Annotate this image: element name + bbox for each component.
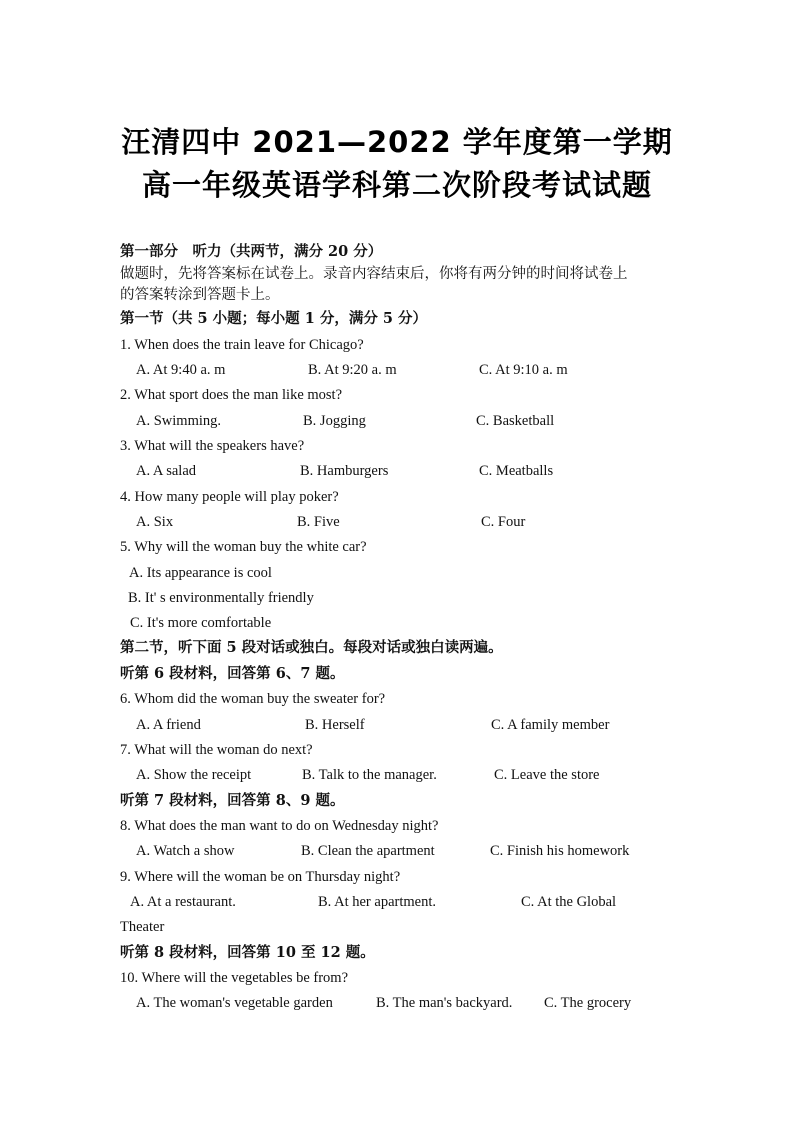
section1-heading: 第一节（共 5 小题；每小题 1 分，满分 5 分）: [120, 310, 428, 327]
q10-option-a: A. The woman's vegetable garden: [136, 995, 333, 1011]
q9-option-a: A. At a restaurant.: [130, 894, 236, 910]
exam-title-line2: 高一年级英语学科第二次阶段考试试题: [141, 168, 652, 202]
q10-option-b: B. The man's backyard.: [376, 995, 513, 1011]
material-8-heading: 听第 8 段材料，回答第 10 至 12 题。: [120, 944, 375, 961]
material-6-heading: 听第 6 段材料，回答第 6、7 题。: [120, 665, 345, 682]
question-9: 9. Where will the woman be on Thursday night?: [120, 869, 401, 885]
q5-option-c: C. It's more comfortable: [130, 615, 272, 631]
section2-heading: 第二节，听下面 5 段对话或独白。每段对话或独白读两遍。: [120, 639, 503, 656]
question-5: 5. Why will the woman buy the white car?: [120, 539, 367, 555]
material-7-heading: 听第 7 段材料，回答第 8、9 题。: [120, 792, 345, 809]
q3-option-b: B. Hamburgers: [300, 463, 389, 479]
q4-option-b: B. Five: [297, 514, 340, 530]
question-7: 7. What will the woman do next?: [120, 742, 313, 758]
q9-option-c: C. At the Global: [521, 894, 617, 910]
q5-option-a: A. Its appearance is cool: [129, 565, 272, 581]
q7-option-b: B. Talk to the manager.: [302, 767, 437, 783]
q8-option-a: A. Watch a show: [136, 843, 235, 859]
part1-heading: 第一部分 听力（共两节，满分 20 分）: [120, 243, 383, 260]
question-6: 6. Whom did the woman buy the sweater for?: [120, 691, 386, 707]
question-1: 1. When does the train leave for Chicago?: [120, 337, 364, 353]
instructions-line1: 做题时，先将答案标在试卷上。录音内容结束后，你将有两分钟的时间将试卷上: [120, 266, 628, 282]
q3-option-a: A. A salad: [136, 463, 197, 479]
q2-option-c: C. Basketball: [476, 413, 555, 429]
q8-option-b: B. Clean the apartment: [301, 843, 435, 859]
q5-option-b: B. It' s environmentally friendly: [128, 590, 314, 606]
q6-option-c: C. A family member: [491, 717, 610, 733]
question-3: 3. What will the speakers have?: [120, 438, 305, 454]
q9-option-c-continued: Theater: [120, 919, 165, 935]
q4-option-c: C. Four: [481, 514, 526, 530]
q9-option-b: B. At her apartment.: [318, 894, 436, 910]
q6-option-b: B. Herself: [305, 717, 365, 733]
question-4: 4. How many people will play poker?: [120, 489, 339, 505]
question-2: 2. What sport does the man like most?: [120, 387, 343, 403]
q7-option-c: C. Leave the store: [494, 767, 600, 783]
exam-title-line1: 汪清四中 2021—2022 学年度第一学期: [121, 125, 673, 159]
q6-option-a: A. A friend: [136, 717, 201, 733]
q1-option-c: C. At 9:10 a. m: [479, 362, 568, 378]
question-8: 8. What does the man want to do on Wednesday night?: [120, 818, 439, 834]
q1-option-a: A. At 9:40 a. m: [136, 362, 226, 378]
q8-option-c: C. Finish his homework: [490, 843, 630, 859]
q2-option-a: A. Swimming.: [136, 413, 221, 429]
q7-option-a: A. Show the receipt: [136, 767, 252, 783]
q10-option-c: C. The grocery: [544, 995, 632, 1011]
q1-option-b: B. At 9:20 a. m: [308, 362, 397, 378]
question-10: 10. Where will the vegetables be from?: [120, 970, 349, 986]
q2-option-b: B. Jogging: [303, 413, 366, 429]
q3-option-c: C. Meatballs: [479, 463, 554, 479]
q4-option-a: A. Six: [136, 514, 174, 530]
instructions-line2: 的答案转涂到答题卡上。: [120, 287, 280, 303]
